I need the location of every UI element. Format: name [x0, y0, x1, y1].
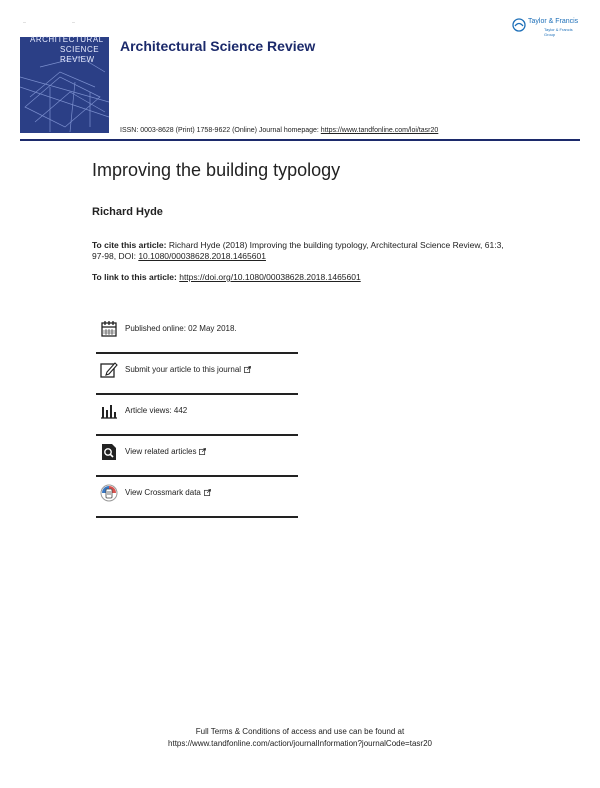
journal-homepage-link[interactable]: https://www.tandfonline.com/loi/tasr20 — [320, 127, 439, 134]
doi-link[interactable]: 10.1080/00038628.2018.1465601 — [138, 251, 266, 261]
cite-label: To cite this article: — [92, 240, 167, 250]
issn-line — [120, 127, 438, 134]
article-url-link[interactable]: https://doi.org/10.1080/00038628.2018.1465601 — [179, 272, 361, 282]
related-articles-label: View related articles — [125, 447, 197, 456]
journal-title: Architectural Science Review — [120, 38, 316, 54]
related-articles-row[interactable] — [96, 443, 298, 483]
row-divider — [96, 516, 298, 518]
edit-icon — [100, 361, 118, 379]
cover-title-line: REVIEW — [60, 55, 95, 64]
crossmark-row[interactable] — [96, 484, 298, 524]
search-doc-icon — [100, 443, 118, 461]
submit-article-label: Submit your article to this journal — [125, 365, 242, 374]
article-views-text: Article views: 442 — [125, 406, 188, 415]
cover-publisher-strip: ... — [23, 19, 27, 24]
row-divider — [96, 434, 298, 436]
article-author: Richard Hyde — [92, 206, 163, 218]
footer — [0, 726, 600, 750]
cover-title-line: ARCHITECTURAL — [30, 35, 104, 44]
published-online-row — [96, 320, 298, 360]
crossmark-icon — [100, 484, 118, 502]
cover-title-line: SCIENCE — [60, 45, 100, 54]
row-divider — [96, 352, 298, 354]
cover-header-strip — [20, 17, 109, 37]
crossmark-label: View Crossmark data — [125, 488, 201, 497]
article-title: Improving the building typology — [92, 160, 341, 180]
cover-publisher-strip-right: ... — [72, 19, 76, 24]
submit-article-row[interactable] — [96, 361, 298, 401]
footer-terms-link[interactable]: https://www.tandfonline.com/action/journalInformation?journalCode=tasr20 — [168, 739, 432, 748]
journal-cover — [20, 17, 109, 133]
submit-article-link[interactable] — [125, 365, 251, 374]
link-label: To link to this article: — [92, 272, 180, 282]
external-link-icon — [199, 448, 206, 455]
cite-text: Richard Hyde (2018) Improving the building typology, Architectural Science Review, 61:3, 97-98, DOI: — [92, 240, 504, 261]
external-link-icon — [204, 489, 211, 496]
publisher-logo[interactable] — [512, 17, 584, 37]
row-divider — [96, 393, 298, 395]
external-link-icon — [244, 366, 251, 373]
publisher-logo-text: Taylor & Francis — [528, 18, 579, 25]
bar-chart-icon — [100, 402, 118, 420]
related-articles-link[interactable] — [125, 447, 206, 456]
citation — [92, 240, 512, 262]
publisher-logo-subtext: Taylor & Francis Group — [544, 27, 573, 37]
crossmark-link[interactable] — [125, 488, 211, 497]
header-divider — [20, 139, 580, 141]
issn-text: ISSN: 0003-8628 (Print) 1758-9622 (Online) Journal homepage: — [120, 127, 321, 134]
footer-terms-text: Full Terms & Conditions of access and use can be found at — [195, 727, 405, 736]
publisher-logo-icon — [512, 18, 526, 32]
article-link-line — [92, 272, 361, 282]
published-online-text: Published online: 02 May 2018. — [125, 324, 237, 333]
article-views-row — [96, 402, 298, 442]
row-divider — [96, 475, 298, 477]
calendar-icon — [100, 320, 118, 338]
